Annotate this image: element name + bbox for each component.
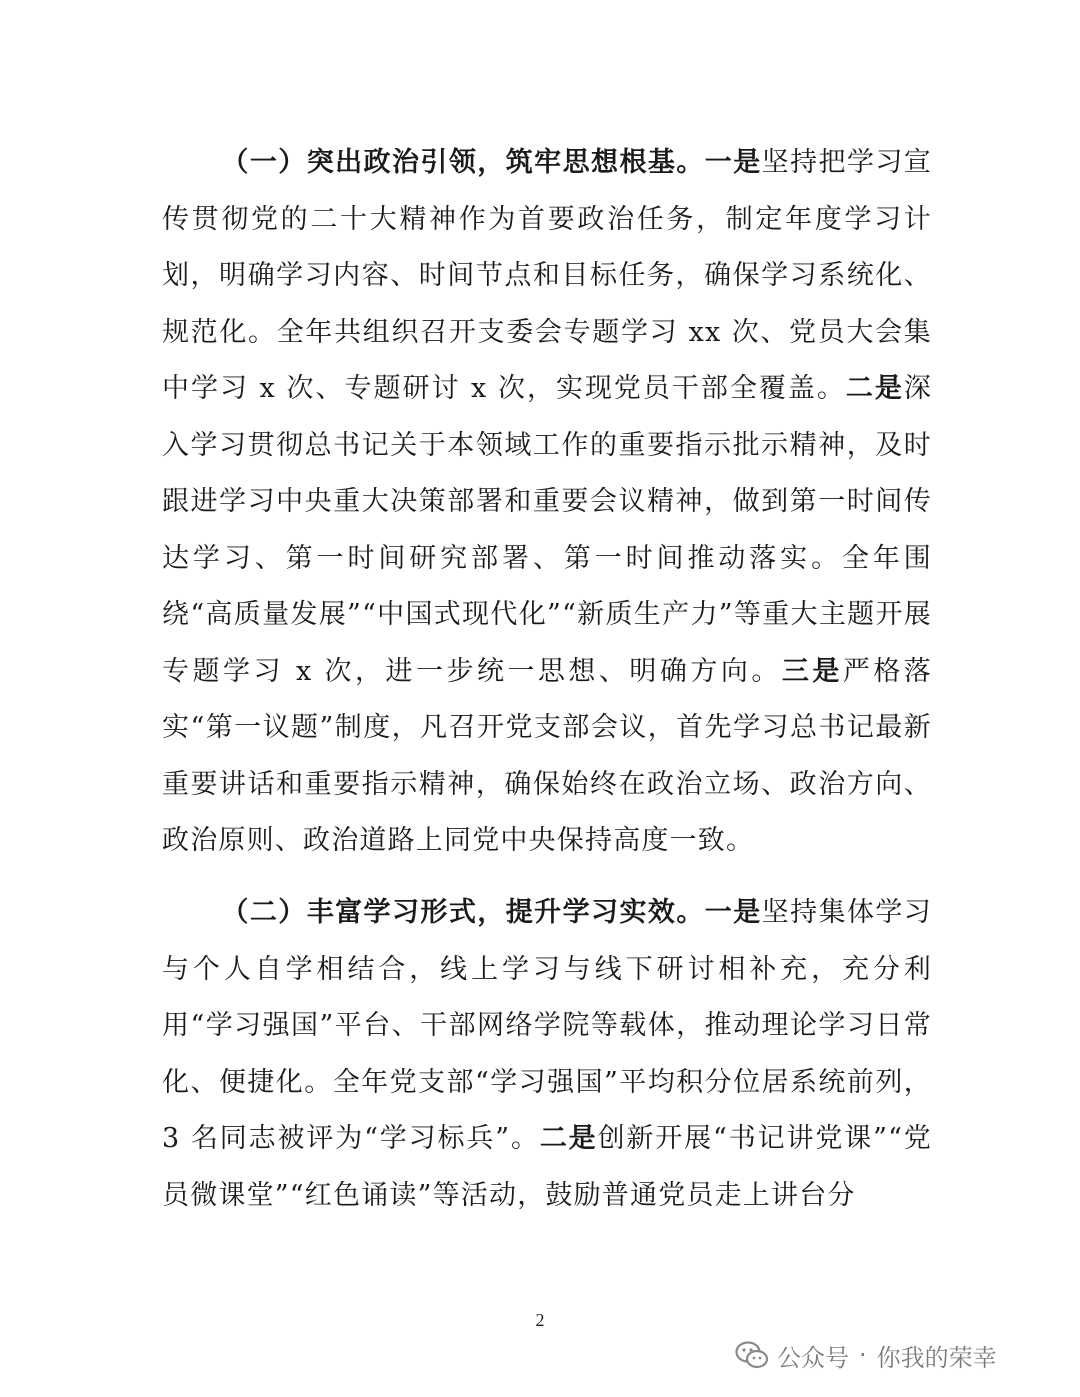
watermark-label: 公众号 bbox=[777, 1343, 849, 1372]
bold-marker: 一是 bbox=[704, 897, 762, 928]
section-heading-2: （二）丰富学习形式，提升学习实效。 bbox=[221, 897, 705, 928]
bold-marker: 三是 bbox=[781, 655, 843, 687]
watermark-account: 你我的荣幸 bbox=[876, 1343, 997, 1372]
bold-marker: 二是 bbox=[845, 373, 904, 404]
watermark bbox=[735, 1333, 997, 1377]
page-number: 2 bbox=[535, 1310, 545, 1330]
body-text: 创新开展“书记讲党课”“党员微课堂”“红色诵读”等活动，鼓励普通党员走上讲台分 bbox=[162, 1123, 932, 1211]
watermark-separator: · bbox=[859, 1341, 867, 1369]
body-text: 坚持集体学习与个人自学相结合，线上学习与线下研讨相补充，充分利用“学习强国”平台、干部网络学院等载体，推动理论学习日常化、便捷化。全年党支部“学习强国”平均积分位居系统前列，3 名同志被评为“学习标兵”。 bbox=[162, 897, 933, 1154]
paragraph-1 bbox=[162, 135, 932, 870]
body-text: 深入学习贯彻总书记关于本领域工作的重要指示批示精神，及时跟进学习中央重大决策部署和重要会议精神，做到第一时间传达学习、第一时间研究部署、第一时间推动落实。全年围绕“高质量发展”“中国式现代化”“新质生产力”等重大主题开展专题学习 x 次，进一步统一思想、明确方向。 bbox=[162, 373, 933, 687]
bold-marker: 二是 bbox=[539, 1123, 598, 1154]
paragraph-2 bbox=[162, 885, 932, 1224]
bold-marker: 一是 bbox=[704, 147, 762, 178]
body-text: 严格落实“第一议题”制度，凡召开党支部会议，首先学习总书记最新重要讲话和重要指示精神，确保始终在政治立场、政治方向、政治原则、政治道路上同党中央保持高度一致。 bbox=[162, 655, 933, 856]
section-heading-1: （一）突出政治引领，筑牢思想根基。 bbox=[221, 147, 705, 178]
wechat-icon bbox=[735, 1340, 769, 1370]
body-text: 坚持把学习宣传贯彻党的二十大精神作为首要政治任务，制定年度学习计划，明确学习内容、时间节点和目标任务，确保学习系统化、规范化。全年共组织召开支委会专题学习 xx 次、党员大会集中学习 x 次、专题研讨 x 次，实现党员干部全覆盖。 bbox=[162, 147, 933, 404]
